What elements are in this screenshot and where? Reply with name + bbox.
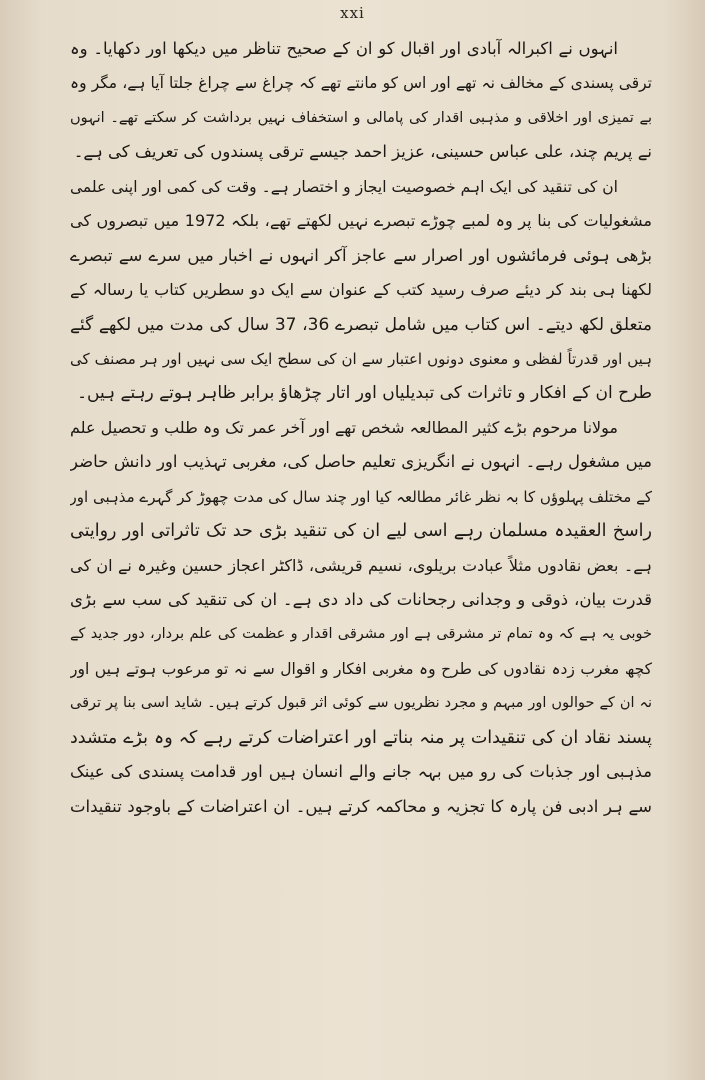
text-line: کچھ مغرب زدہ نقادوں کی طرح وہ مغربی افکار و اقوال سے نہ تو مرعوب ہوتے ہیں اور bbox=[70, 659, 652, 678]
body-text bbox=[70, 32, 652, 824]
text-line: لکھنا ہی بند کر دیئے صرف رسید کتب کے عنوان سے ایک دو سطریں کتاب یا رسالہ کے bbox=[70, 280, 652, 300]
text-line: ترقی پسندی کے مخالف نہ تھے اور اس کو مانتے تھے کہ چراغ سے چراغ جلتا آیا ہے، مگر وہ bbox=[70, 74, 652, 93]
text-line: کے مختلف پہلوؤں کا بہ نظر غائر مطالعہ کیا اور چند سال کی مدت چھوڑ کر گہرے مذہبی اور bbox=[70, 487, 652, 506]
text-line: خوبی یہ ہے کہ وہ تمام تر مشرقی ہے اور مشرقی اقدار و عظمت کی علم بردار، دور جدید کے bbox=[70, 626, 652, 643]
text-line: ان کی تنقید کی ایک اہم خصوصیت ایجاز و اختصار ہے۔ وقت کی کمی اور اپنی علمی bbox=[70, 177, 618, 196]
text-line: مولانا مرحوم بڑے کثیر المطالعہ شخص تھے اور آخر عمر تک وہ طلب و تحصیل علم bbox=[70, 417, 618, 437]
text-line: طرح ان کے افکار و تاثرات کی تبدیلیاں اور اتار چڑھاؤ برابر ظاہر ہوتے رہتے ہیں۔ bbox=[77, 383, 652, 404]
text-line: راسخ العقیدہ مسلمان رہے اسی لیے ان کی تنقید بڑی حد تک تاثراتی اور روایتی bbox=[70, 521, 652, 542]
text-line: پسند نقاد ان کی تنقیدات پر منہ بناتے اور اعتراضات کرتے رہے کہ وہ بڑے متشدد bbox=[70, 727, 652, 748]
text-line: ہیں اور قدرتاً لفظی و معنوی دونوں اعتبار سے ان کی سطح ایک سی نہیں اور ہر مصنف کی bbox=[70, 349, 652, 368]
page-number: xxi bbox=[340, 4, 365, 22]
text-line: میں مشغول رہے۔ انہوں نے انگریزی تعلیم حاصل کی، مغربی تہذیب اور دانش حاضر bbox=[70, 452, 652, 472]
text-line: نے پریم چند، علی عباس حسینی، عزیز احمد جیسے ترقی پسندوں کی تعریف کی ہے۔ bbox=[73, 142, 652, 162]
text-line: ہے۔ بعض نقادوں مثلاً عبادت بریلوی، نسیم قریشی، ڈاکٹر اعجاز حسین وغیرہ نے ان کی bbox=[70, 555, 652, 575]
text-line: قدرت بیان، ذوقی و وجدانی رجحانات کی داد دی ہے۔ ان کی تنقید کی سب سے بڑی bbox=[70, 590, 652, 609]
text-line: انہوں نے اکبرالہ آبادی اور اقبال کو ان کے صحیح تناظر میں دیکھا اور دکھایا۔ وہ bbox=[70, 39, 618, 58]
text-line: نہ ان کے حوالوں اور مبہم و مجرد نظریوں سے کوئی اثر قبول کرتے ہیں۔ شاید اسی بنا پر ترقی bbox=[70, 695, 652, 712]
text-line: متعلق لکھ دیتے۔ اس کتاب میں شامل تبصرے 36، 37 سال کی مدت میں لکھے گئے bbox=[70, 314, 652, 335]
text-line: مشغولیات کی بنا پر وہ لمبے چوڑے تبصرے نہیں لکھتے تھے، بلکہ 1972 میں تبصروں کی bbox=[70, 211, 652, 231]
text-line: مذہبی اور جذبات کی رو میں بہہ جانے والے انسان ہیں اور قدامت پسندی کی عینک bbox=[70, 762, 652, 782]
text-line: بڑھی ہوئی فرمائشوں اور اصرار سے عاجز آکر انہوں نے اخبار میں سرے سے تبصرے bbox=[70, 245, 652, 265]
text-line: سے ہر ادبی فن پارہ کا تجزیہ و محاکمہ کرتے ہیں۔ ان اعتراضات کے باوجود تنقیدات bbox=[70, 796, 652, 816]
text-line: بے تمیزی اور اخلاقی و مذہبی اقدار کی پامالی و استخفاف نہیں برداشت کر سکتے تھے۔ انہوں bbox=[70, 109, 652, 126]
